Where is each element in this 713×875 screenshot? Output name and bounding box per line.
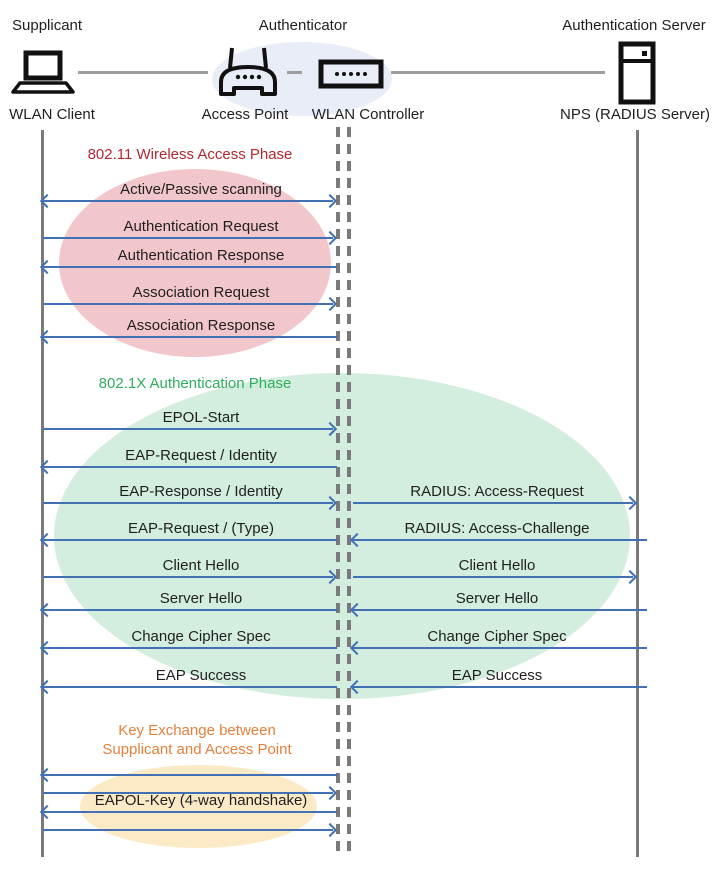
arrowhead-left-icon xyxy=(40,460,54,474)
laptop-icon xyxy=(10,50,76,96)
arrowhead-left-icon xyxy=(40,260,54,274)
arrowhead-left-icon xyxy=(350,603,364,617)
message-arrow-right xyxy=(43,297,334,311)
arrowhead-right-icon xyxy=(323,231,337,245)
message-label: Change Cipher Spec xyxy=(131,628,271,645)
phase3-title-line2: Supplicant and Access Point xyxy=(102,741,292,758)
message-arrow-left xyxy=(353,603,648,617)
arrowhead-left-icon xyxy=(40,680,54,694)
connector-ap-controller xyxy=(287,71,302,74)
message-arrow-left xyxy=(43,768,338,782)
role-label-authentication-server: Authentication Server xyxy=(562,17,706,34)
message-arrow-right xyxy=(43,496,334,510)
arrowhead-left-icon xyxy=(40,641,54,655)
message-arrow-left xyxy=(353,641,648,655)
message-arrow-left xyxy=(43,330,338,344)
message-label: Active/Passive scanning xyxy=(120,181,282,198)
phase1-title: 802.11 Wireless Access Phase xyxy=(87,146,293,163)
message-arrow-left xyxy=(43,641,338,655)
message-label: Association Response xyxy=(126,317,276,334)
message-label: EAP-Request / (Type) xyxy=(128,520,274,537)
arrowhead-right-icon xyxy=(323,297,337,311)
arrowhead-right-icon xyxy=(623,570,637,584)
message-label: Client Hello xyxy=(458,557,536,574)
message-arrow-right xyxy=(43,823,334,837)
phase3-title xyxy=(72,721,322,759)
message-arrow-left xyxy=(43,805,338,819)
message-label: RADIUS: Access-Challenge xyxy=(404,520,590,537)
arrowhead-left-icon xyxy=(40,533,54,547)
message-arrow-both xyxy=(43,194,334,208)
message-label: Association Request xyxy=(132,284,270,301)
message-arrow-right xyxy=(353,496,634,510)
arrowhead-right-icon xyxy=(323,823,337,837)
arrowhead-left-icon xyxy=(40,603,54,617)
arrowhead-left-icon xyxy=(350,641,364,655)
message-label: Change Cipher Spec xyxy=(427,628,567,645)
phase3-title-line1: Key Exchange between xyxy=(118,722,276,739)
message-label: RADIUS: Access-Request xyxy=(410,483,584,500)
message-arrow-left xyxy=(43,533,338,547)
server-icon xyxy=(617,41,657,105)
message-label: Client Hello xyxy=(162,557,240,574)
arrowhead-left-icon xyxy=(40,805,54,819)
message-arrow-left xyxy=(43,460,338,474)
message-label: EAP Success xyxy=(155,667,247,684)
message-label: Authentication Response xyxy=(117,247,285,264)
message-label: EAP-Request / Identity xyxy=(125,447,277,464)
message-arrow-right xyxy=(43,570,334,584)
device-label-wlan-controller: WLAN Controller xyxy=(311,106,425,123)
message-label: EAP-Response / Identity xyxy=(119,483,283,500)
arrowhead-left-icon xyxy=(350,533,364,547)
lifeline-authenticator-dashed-1 xyxy=(336,127,340,855)
message-arrow-right xyxy=(353,570,634,584)
lifeline-radius-server xyxy=(636,130,639,857)
arrowhead-right-icon xyxy=(623,496,637,510)
message-label: Server Hello xyxy=(159,590,243,607)
arrowhead-left-icon xyxy=(350,680,364,694)
arrowhead-right-icon xyxy=(323,194,337,208)
access-point-icon xyxy=(215,44,281,104)
message-label: EPOL-Start xyxy=(162,409,240,426)
role-label-supplicant: Supplicant xyxy=(12,17,83,34)
device-label-nps-radius-server: NPS (RADIUS Server) xyxy=(559,106,711,123)
message-arrow-right xyxy=(43,422,334,436)
connector-client-ap xyxy=(78,71,208,74)
device-label-access-point: Access Point xyxy=(201,106,289,123)
connector-controller-server xyxy=(391,71,605,74)
message-arrow-left xyxy=(43,260,338,274)
arrowhead-left-icon xyxy=(40,768,54,782)
message-label: EAP Success xyxy=(451,667,543,684)
arrowhead-left-icon xyxy=(40,330,54,344)
message-arrow-left xyxy=(43,680,338,694)
lifeline-authenticator-dashed-2 xyxy=(347,127,351,855)
arrowhead-left-icon xyxy=(40,194,54,208)
message-label: Server Hello xyxy=(455,590,539,607)
message-arrow-left xyxy=(353,680,648,694)
wlan-controller-icon xyxy=(318,58,384,90)
message-label: Authentication Request xyxy=(123,218,279,235)
message-label: EAPOL-Key (4-way handshake) xyxy=(94,792,308,809)
device-label-wlan-client: WLAN Client xyxy=(9,106,95,123)
phase2-title: 802.1X Authentication Phase xyxy=(98,375,292,392)
role-label-authenticator: Authenticator xyxy=(258,17,348,34)
message-arrow-right xyxy=(43,231,334,245)
message-arrow-left xyxy=(353,533,648,547)
message-arrow-left xyxy=(43,603,338,617)
